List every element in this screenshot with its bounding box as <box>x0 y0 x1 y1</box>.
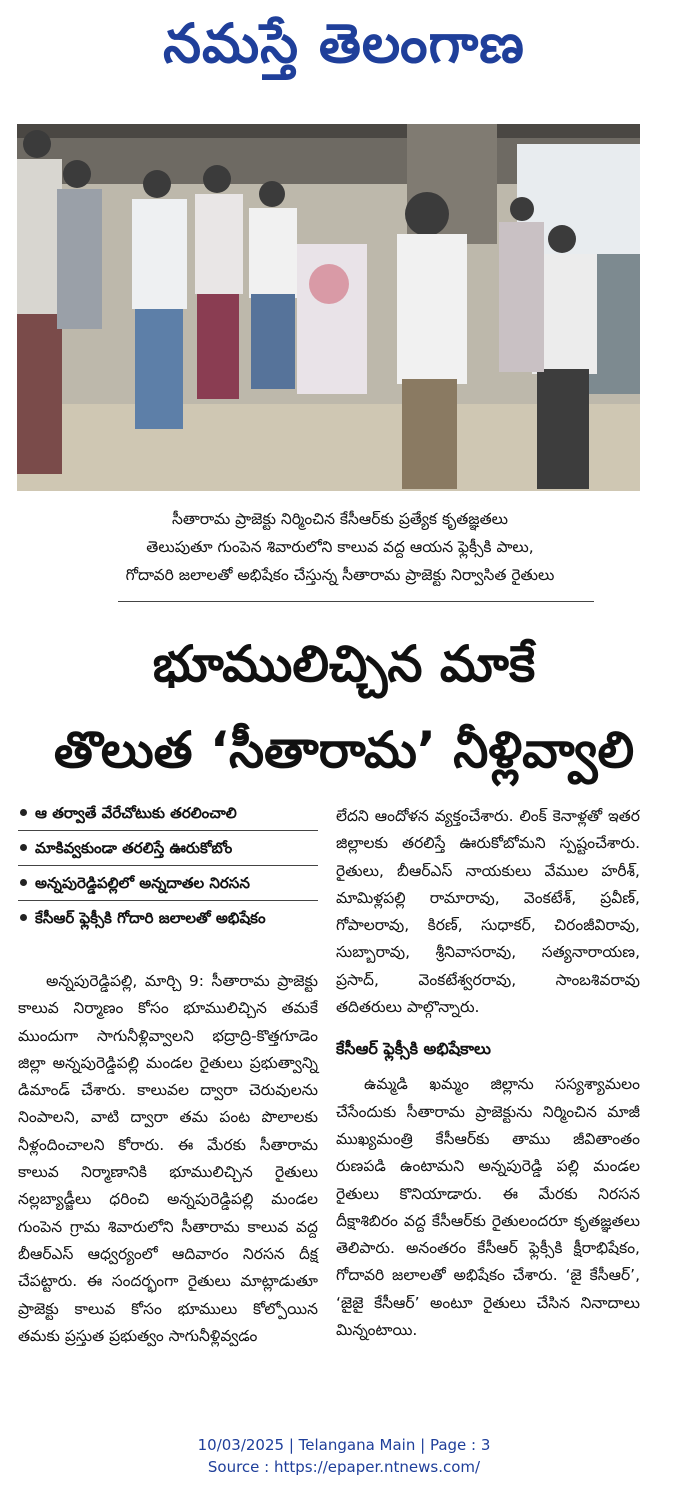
highlight-item <box>18 796 318 831</box>
masthead <box>0 0 688 88</box>
news-photo <box>17 124 640 491</box>
caption-line: గోదావరి జలాలతో అభిషేకం చేస్తున్న సీతారామ ప్రాజెక్టు నిర్వాసిత రైతులు <box>125 566 555 584</box>
caption-line: తెలుపుతూ గుంపెన శివారులోని కాలువ వద్ద ఆయన ఫ్లెక్సీకి పాలు, <box>146 538 534 556</box>
highlights <box>18 796 318 935</box>
bullet-icon <box>20 879 27 886</box>
highlight-text: ఆ తర్వాతే వేరేచోటుకు తరలించాలి <box>35 804 237 822</box>
footer-date-edition: 10/03/2025 | Telangana Main | Page : 3 <box>197 1436 491 1454</box>
highlight-text: మాకివ్వకుండా తరలిస్తే ఊరుకోబోం <box>35 839 233 857</box>
headline-line-1: భూములిచ్చిన మాకే <box>152 635 536 693</box>
footer-source: Source : https://epaper.ntnews.com/ <box>207 1458 481 1476</box>
photo-caption <box>60 505 620 589</box>
page-footer <box>0 1434 688 1478</box>
article-subheading: కేసీఆర్ ఫ్లెక్సీకి అభిషేకాలు <box>336 1039 491 1059</box>
article-column-1 <box>18 968 318 1350</box>
highlight-text: కేసీఆర్ ఫ్లెక్సీకి గోదారి జలాలతో అభిషేకం <box>35 909 266 927</box>
article-paragraph: ఉమ్మడి ఖమ్మం జిల్లాను సస్యశ్యామలం చేసేందుకు సీతారామ ప్రాజెక్టును నిర్మించిన మాజీ ముఖ్యమంత్రి కేసీఆర్‌కు తాము జీవితాంతం రుణపడి ఉంటామని అన్నపురెడ్డి పల్లి మండల రైతులు కొనియాడారు. ఈ మేరకు నిరసన దీక్షాశిబిరం వద్ద కేసీఆర్‌కు రైతులందరూ కృతజ్ఞతలు తెలిపారు. అనంతరం కేసీఆర్ ఫ్లెక్సీకి క్షీరాభిషేకం, గోదావరి జలాలతో అభిషేకం చేశారు. ‘జై కేసీఆర్’, ‘జైజై కేసీఆర్’ అంటూ రైతులు చేసిన నినాదాలు మిన్నంటాయి. <box>336 1075 640 1340</box>
highlight-item <box>18 866 318 901</box>
article-paragraph: లేదని ఆందోళన వ్యక్తంచేశారు. లింక్ కెనాళ్లతో ఇతర జిల్లాలకు తరలిస్తే ఊరుకోబోమని స్పష్టంచేశారు. రైతులు, బీఆర్ఎస్ నాయకులు వేముల హరీశ్, మామిళ్లపల్లి రామారావు, వెంకటేశ్, ప్రవీణ్, గోపాలరావు, కిరణ్, సుధాకర్, చిరంజీవిరావు, సుబ్బారావు, శ్రీనివాసరావు, సత్యనారాయణ, ప్రసాద్, వెంకటేశ్వరరావు, సాంబశివరావు తదితరులు పాల్గొన్నారు. <box>336 807 640 1017</box>
highlight-item <box>18 901 318 935</box>
highlight-text: అన్నపురెడ్డిపల్లిలో అన్నదాతల నిరసన <box>35 874 250 892</box>
caption-line: సీతారామ ప్రాజెక్టు నిర్మించిన కేసీఆర్‌కు ప్రత్యేక కృతజ్ఞతలు <box>171 510 509 528</box>
bullet-icon <box>20 914 27 921</box>
bullet-icon <box>20 809 27 816</box>
bullet-icon <box>20 844 27 851</box>
newspaper-title: నమస్తే తెలంగాణ <box>163 12 525 75</box>
article-paragraph: అన్నపురెడ్డిపల్లి, మార్చి 9: సీతారామ ప్రాజెక్టు కాలువ నిర్మాణం కోసం భూములిచ్చిన తమకే ముందుగా సాగునీళ్లివ్వాలని భద్రాద్రి-కొత్తగూడెం జిల్లా అన్నపురెడ్డిపల్లి మండల రైతులు ప్రభుత్వాన్ని డిమాండ్ చేశారు. కాలువల ద్వారా చెరువులను నింపాలని, వాటి ద్వారా తమ పంట పొలాలకు నీళ్లందించాలని కోరారు. ఈ మేరకు సీతారామ కాలువ నిర్మాణానికి భూములిచ్చిన రైతులు నల్లబ్యాడ్జీలు ధరించి అన్నపురెడ్డిపల్లి మండల గుంపెన గ్రామ శివారులోని సీతారామ కాలువ వద్ద బీఆర్ఎస్ ఆధ్వర్యంలో ఆదివారం నిరసన దీక్ష చేపట్టారు. ఈ సందర్భంగా రైతులు మాట్లాడుతూ ప్రాజెక్టు కాలువ కోసం భూములు కోల్పోయిన తమకు ప్రస్తుత ప్రభుత్వం సాగునీళ్లివ్వడం <box>18 972 318 1345</box>
photo-illustration <box>17 124 640 491</box>
highlight-item <box>18 831 318 866</box>
headline-line-2: తొలుత ‘సీతారామ’ నీళ్లివ్వాలి <box>53 721 635 779</box>
article-column-2 <box>336 803 640 1344</box>
divider <box>118 601 594 602</box>
